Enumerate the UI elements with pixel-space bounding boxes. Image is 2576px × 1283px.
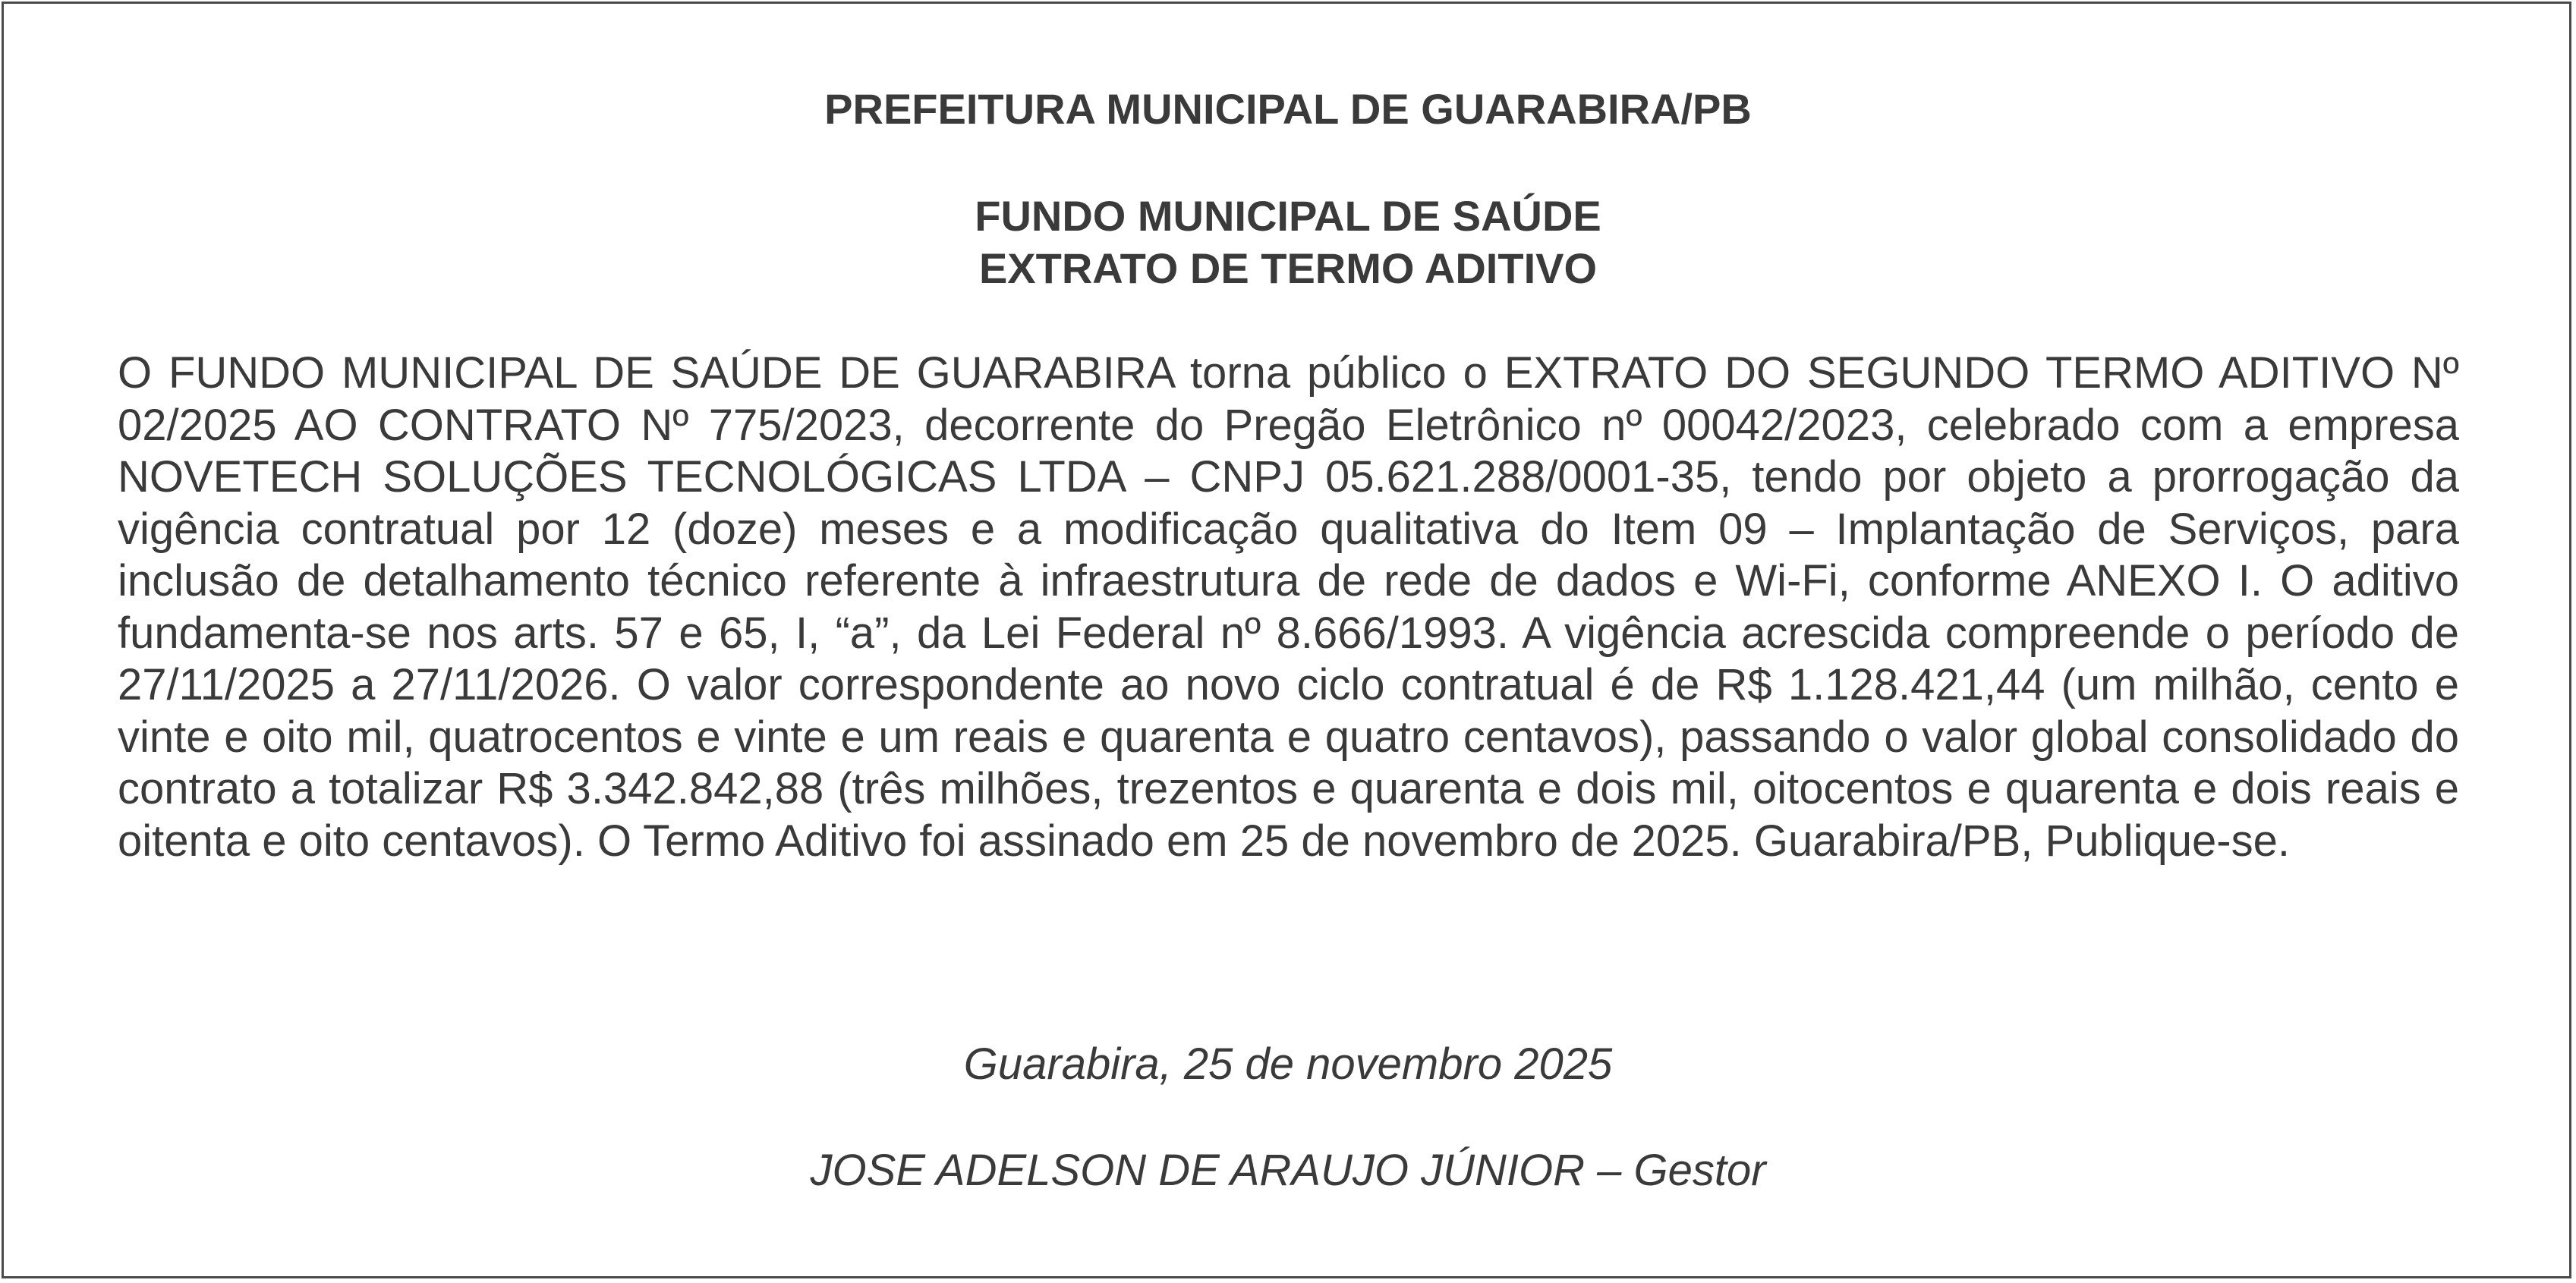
signatory-name: JOSE ADELSON DE ARAUJO JÚNIOR – Gestor: [810, 1146, 1766, 1195]
department-heading: FUNDO MUNICIPAL DE SAÚDE: [975, 192, 1601, 240]
organization-heading: PREFEITURA MUNICIPAL DE GUARABIRA/PB: [824, 85, 1752, 133]
document-title: EXTRATO DE TERMO ADITIVO: [978, 244, 1598, 292]
place-and-date: Guarabira, 25 de novembro 2025: [963, 1039, 1613, 1089]
extract-paragraph: O FUNDO MUNICIPAL DE SAÚDE DE GUARABIRA torna público o EXTRATO DO SEGUNDO TERMO ADITIVO Nº 02/2025 AO CONTRATO Nº 775/2023, decorrente do Pregão Eletrônico nº 00042/2023, celebrado com a empresa NOVETECH SOLUÇÕES TECNOLÓGICAS LTDA – CNPJ 05.621.288/0001-35, tendo por objeto a prorrogação da vigência contratual por 12 (doze) meses e a modificação qualitativa do Item 09 – Implantação de Serviços, para inclusão de detalhamento técnico referente à infraestrutura de rede de dados e Wi-Fi, conforme ANEXO I. O aditivo fundamenta-se nos arts. 57 e 65, I, “a”, da Lei Federal nº 8.666/1993. A vigência acrescida compreende o período de 27/11/2025 a 27/11/2026. O valor correspondente ao novo ciclo contratual é de R$ 1.128.421,44 (um milhão, cento e vinte e oito mil, quatrocentos e vinte e um reais e quarenta e quatro centavos), passando o valor global consolidado do contrato a totalizar R$ 3.342.842,88 (três milhões, trezentos e quarenta e dois mil, oitocentos e quarenta e dois reais e oitenta e oito centavos). O Termo Aditivo foi assinado em 25 de novembro de 2025. Guarabira/PB, Publique-se.: [118, 348, 2459, 866]
